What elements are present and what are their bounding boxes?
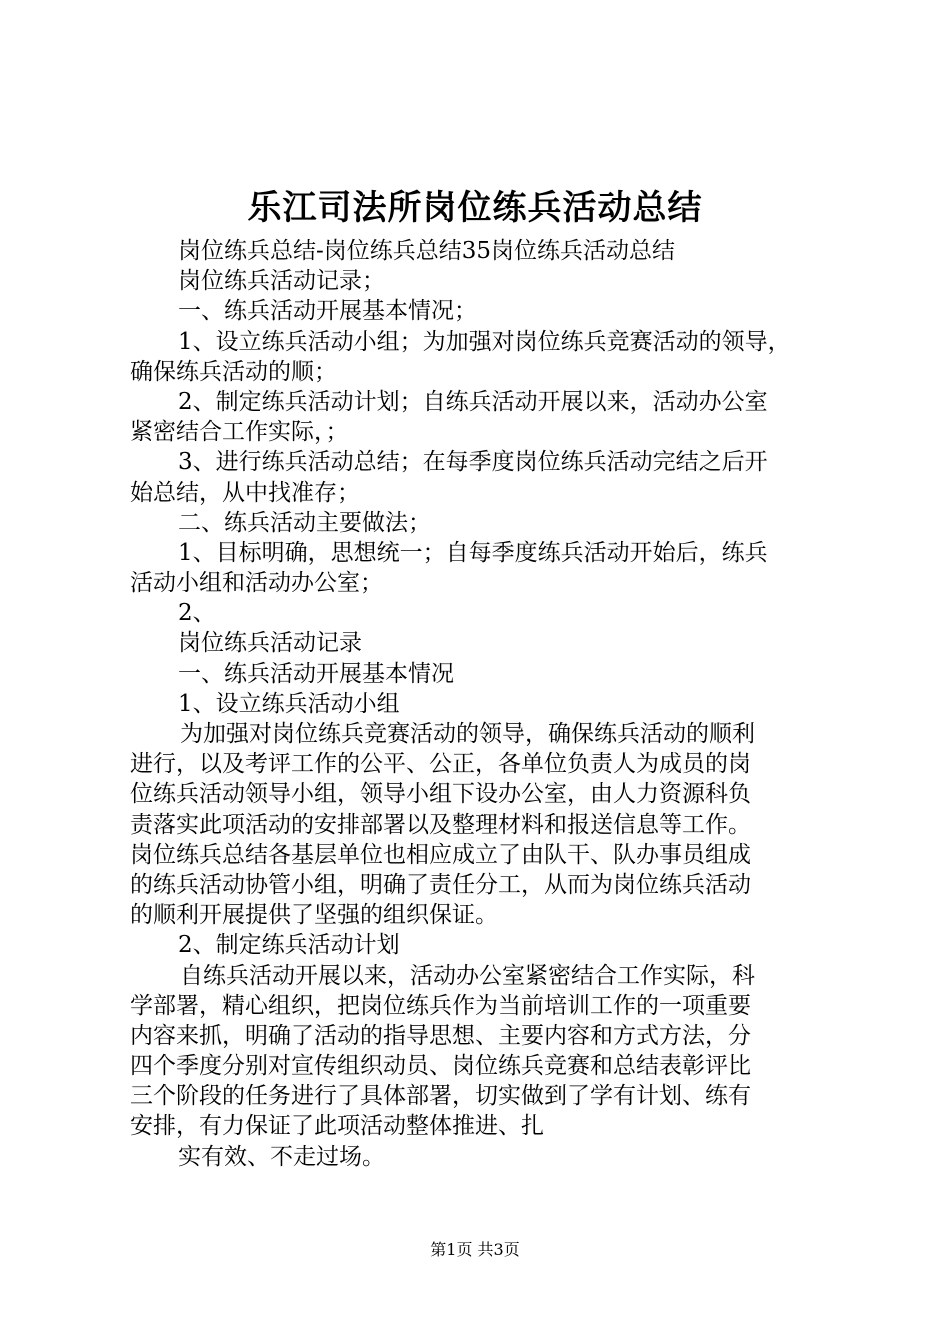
body-line: 安排，有力保证了此项活动整体推进、扎 <box>130 1113 544 1140</box>
body-line: 1、设立练兵活动小组 <box>178 690 400 717</box>
body-line: 的顺利开展提供了坚强的组织保证。 <box>130 902 498 929</box>
body-line: 责落实此项活动的安排部署以及整理材料和报送信息等工作。 <box>130 811 751 838</box>
body-line: 为加强对岗位练兵竞赛活动的领导，确保练兵活动的顺利 <box>180 721 755 747</box>
body-line: 岗位练兵总结-岗位练兵总结35岗位练兵活动总结 <box>178 238 676 264</box>
body-line: 紧密结合工作实际，； <box>130 419 349 446</box>
body-line: 1、目标明确，思想统一；自每季度练兵活动开始后，练兵 <box>178 539 768 566</box>
page-number-footer: 第1页 共3页 <box>430 1240 520 1259</box>
body-line: 2、制定练兵活动计划；自练兵活动开展以来，活动办公室 <box>178 388 768 415</box>
body-line: 实有效、不走过场。 <box>178 1143 385 1170</box>
body-line: 四个季度分别对宣传组织动员、岗位练兵竞赛和总结表彰评比 <box>130 1053 751 1080</box>
body-line: 二、练兵活动主要做法； <box>178 509 431 536</box>
document-body <box>130 236 830 1172</box>
body-line: 的练兵活动协管小组，明确了责任分工，从而为岗位练兵活动 <box>130 871 751 898</box>
body-line: 岗位练兵活动记录； <box>178 268 385 295</box>
body-line: 学部署，精心组织，把岗位练兵作为当前培训工作的一项重要 <box>130 992 751 1019</box>
body-line: 2、 <box>178 600 216 627</box>
body-line: 一、练兵活动开展基本情况 <box>178 660 454 687</box>
body-line: 2、制定练兵活动计划 <box>178 932 400 959</box>
body-line: 内容来抓，明确了活动的指导思想、主要内容和方式方法，分 <box>130 1022 751 1049</box>
body-line: 岗位练兵总结各基层单位也相应成立了由队干、队办事员组成 <box>130 841 751 868</box>
body-line: 确保练兵活动的顺； <box>130 358 337 385</box>
body-line: 1、设立练兵活动小组；为加强对岗位练兵竞赛活动的领导， <box>178 328 791 355</box>
body-line: 活动小组和活动办公室； <box>130 570 383 597</box>
body-line: 位练兵活动领导小组，领导小组下设办公室，由人力资源科负 <box>130 781 751 808</box>
body-line: 3、进行练兵活动总结；在每季度岗位练兵活动完结之后开 <box>178 449 768 476</box>
body-line: 一、练兵活动开展基本情况； <box>178 298 477 325</box>
body-line: 始总结，从中找准存； <box>130 479 360 506</box>
document-title: 乐江司法所岗位练兵活动总结 <box>247 188 703 228</box>
body-line: 岗位练兵活动记录 <box>178 630 362 657</box>
body-line: 进行，以及考评工作的公平、公正，各单位负责人为成员的岗 <box>130 751 751 778</box>
body-line: 三个阶段的任务进行了具体部署，切实做到了学有计划、练有 <box>130 1083 751 1110</box>
body-line: 自练兵活动开展以来，活动办公室紧密结合工作实际，科 <box>180 962 755 989</box>
